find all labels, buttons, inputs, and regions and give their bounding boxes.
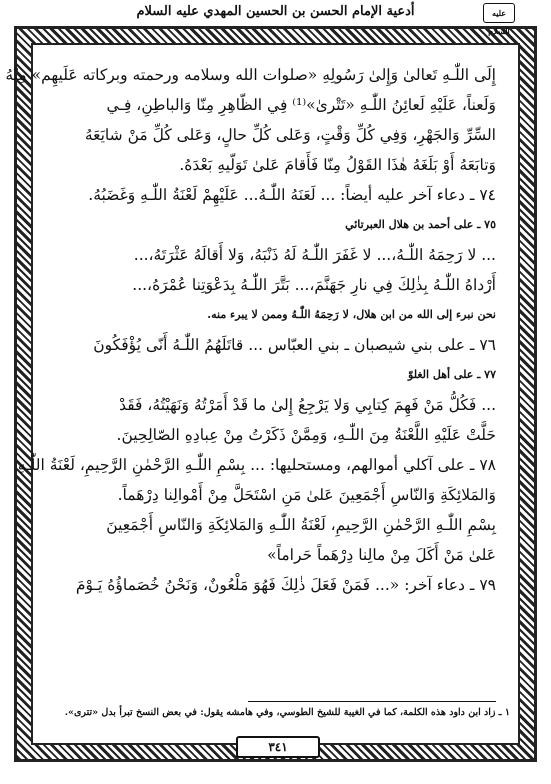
- prayer-78: ٧٨ ـ على آكلي أموالهم، ومستحليها: ... بِسْمِ اللّٰـهِ الرَّحْمٰنِ الرَّحِيمِ، لَعْنَةُ اللّٰـهِ: [17, 456, 496, 474]
- text-line: حَلَّتْ عَلَيْهِ اللَّعْنَةُ مِنَ اللّٰـهِ، وَمِمَّنْ ذَكَرْتُ مِنْ عِبادِهِ الصّالِحِينَ.: [116, 426, 496, 444]
- footnote-separator: [248, 701, 496, 702]
- page-body: [5, 60, 496, 600]
- text-line: وَالمَلائِكَةِ وَالنّاسِ أَجْمَعِينَ عَلىٰ مَنِ اسْتَحَلَّ مِنْ أَمْوالِنا دِرْهَماً.: [117, 486, 496, 504]
- text-line: أَرْداهُ اللّٰـهُ بِذٰلِكَ فِي نارِ جَهَنَّمَ،... بَتَّرَ اللّٰـهُ بِدَعْوَتِنا عُمْرَهُ،...: [132, 276, 496, 294]
- prayer-79: ٧٩ ـ دعاء آخر: «... فَمَنْ فَعَلَ ذٰلِكَ فَهُوَ مَلْعُونٌ، وَنَحْنُ خُصَماؤُهُ يَـوْمَ: [75, 576, 496, 594]
- text-line: ... فَكُلُّ مَنْ فَهِمَ كِتابِي وَلا يَرْجِعُ إِلىٰ ما قَدْ أَمَرْتُهُ وَنَهَيْتُهُ، فَقَدْ: [119, 396, 496, 414]
- header-title: أدعية الإمام الحسن بن الحسين المهدي عليه السلام: [136, 4, 415, 19]
- running-header: [30, 0, 521, 36]
- text-line: إِلَى اللّٰـهِ تَعالىٰ وَإِلىٰ رَسُولِهِ «صلوات الله وسلامه ورحمته وبركاته عَلَيهِم» مِنْهُ: [5, 66, 496, 84]
- footnote: ١ ـ زاد ابن داود هذه الكلمة، كما في الغيبة للشيخ الطوسي، وفي هامشه يقول: في بعض النسخ تبرأ بدل «تترى».: [64, 707, 510, 718]
- section-heading-77: ٧٧ ـ على أهل الغلوّ: [408, 368, 496, 381]
- text-line: عَلىٰ مَنْ أَكَلَ مِنْ مالِنا دِرْهَماً حَراماً»: [267, 546, 496, 564]
- page-number: ٣٤١: [236, 736, 320, 758]
- text-line: وَتابَعَهُ أَوْ بَلَغَهُ هٰذَا القَوْلُ مِنّا فَأَقامَ عَلىٰ تَوَلّيهِ بَعْدَهُ.: [179, 156, 496, 174]
- text-line: بِسْمِ اللّٰـهِ الرَّحْمٰنِ الرَّحِيمِ، لَعْنَةُ اللّٰـهِ وَالمَلائِكَةِ وَالنّاسِ أَجْمَعِينَ: [106, 516, 496, 534]
- header-seal: عليه السلام: [483, 3, 515, 23]
- text-line: وَلَعناً، عَلَيْهِ لَعائِنُ اللّٰـهِ «تَتْرىٰ»⁽¹⁾ فِي الظّاهِرِ مِنّا وَالباطِنِ، فِـي: [106, 96, 496, 114]
- section-heading-75: ٧٥ ـ على أحمد بن هلال العبرتائي: [345, 218, 496, 231]
- text-line: السِّرِّ وَالجَهْرِ، وَفِي كُلِّ وَقْتٍ، وَعَلى كُلِّ حالٍ، وَعَلى كُلِّ مَنْ شايَعَهُ: [84, 126, 496, 144]
- text-line: ... لا رَحِمَهُ اللّٰـهُ،... لا غَفَرَ اللّٰـهُ لَهُ ذَنْبَهُ، وَلا أَقالَهُ عَثْرَتَهُ،...: [133, 246, 496, 264]
- text-line-small: نحن نبرء إلى الله من ابن هلال، لا رَحِمَهُ اللّٰـهُ وممن لا يبرء منه.: [207, 308, 496, 321]
- prayer-74: ٧٤ ـ دعاء آخر عليه أيضاً: ... لَعَنَهُ اللّٰـهُ... عَلَيْهِمْ لَعْنَةُ اللّٰـهِ وَغَضَبُهُ.: [88, 186, 496, 204]
- prayer-76: ٧٦ ـ على بني شيصبان ـ بني العبّاس ... قاتَلَهُمُ اللّٰـهُ أَنّى يُؤْفَكُونَ: [93, 336, 496, 354]
